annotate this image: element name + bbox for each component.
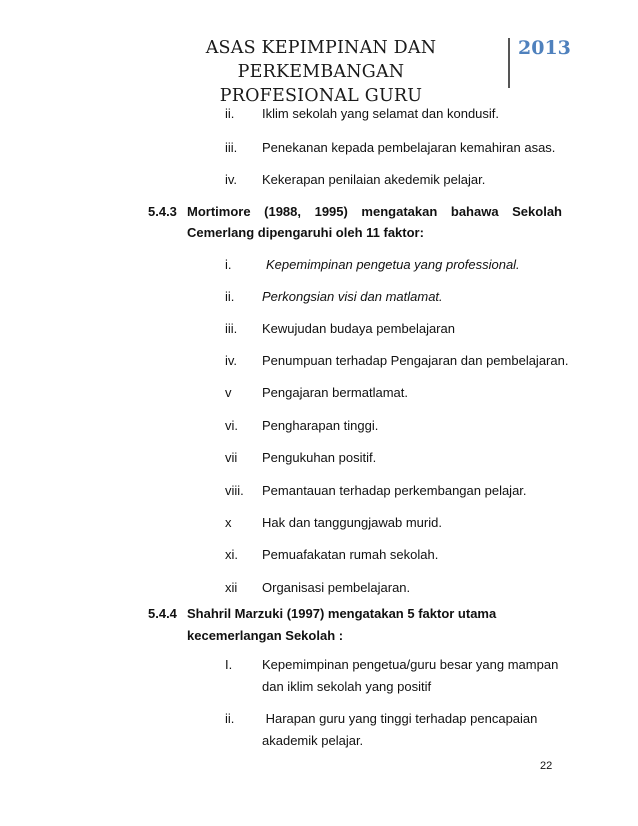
list-item-text: Pemantauan terhadap perkembangan pelajar.: [262, 483, 527, 498]
list-item-number: iii.: [225, 321, 238, 336]
section-number-543: 5.4.3: [148, 204, 177, 219]
list-item-number: v: [225, 385, 232, 400]
heading-word: Sekolah: [512, 204, 562, 219]
list-item-text: Kewujudan budaya pembelajaran: [262, 321, 455, 336]
list-item-text-cont: dan iklim sekolah yang positif: [262, 679, 432, 694]
page-number: 22: [540, 760, 553, 772]
list-item-text: Hak dan tanggungjawab murid.: [262, 515, 442, 530]
list-item-number: I.: [225, 657, 233, 672]
list-item-number: ii.: [225, 289, 235, 304]
list-item-number: i.: [225, 257, 232, 272]
list-item-text: Kekerapan penilaian akedemik pelajar.: [262, 172, 486, 187]
list-item-text: Harapan guru yang tinggi terhadap pencapaian: [262, 711, 538, 726]
list-item-text: Iklim sekolah yang selamat dan kondusif.: [262, 106, 500, 121]
list-item-text-cont: akademik pelajar.: [262, 733, 364, 748]
header-title: [140, 36, 502, 108]
list-item-number: ii.: [225, 711, 235, 726]
header-year: 2013: [518, 37, 571, 59]
list-item-text: Organisasi pembelajaran.: [262, 580, 411, 595]
page-header: [140, 36, 571, 106]
list-item-number: vii: [225, 450, 238, 465]
list-item-text: Pengukuhan positif.: [262, 450, 377, 465]
list-item-number: iii.: [225, 140, 238, 155]
list-item-number: x: [225, 515, 232, 530]
list-item-text: Pengajaran bermatlamat.: [262, 385, 408, 400]
list-item-number: ii.: [225, 106, 235, 121]
heading-word: bahawa: [450, 204, 499, 219]
list-item-number: iv.: [225, 353, 238, 368]
header-title-line1: ASAS KEPIMPINAN DAN PERKEMBANGAN: [205, 38, 437, 82]
list-item-number: viii.: [225, 483, 244, 498]
list-item-text: Kepemimpinan pengetua yang professional.: [266, 257, 520, 272]
list-item-text: Kepemimpinan pengetua/guru besar yang mampan: [262, 657, 559, 672]
section-543-heading-line2: Cemerlang dipengaruhi oleh 11 faktor:: [187, 225, 424, 240]
list-item-text: Pengharapan tinggi.: [262, 418, 379, 433]
list-item-text: Penekanan kepada pembelajaran kemahiran asas.: [262, 140, 556, 155]
list-item-number: xi.: [225, 547, 238, 562]
heading-word: mengatakan: [361, 204, 438, 219]
section-number-544: 5.4.4: [148, 606, 177, 621]
list-item-number: xii: [225, 580, 238, 595]
list-item-text: Penumpuan terhadap Pengajaran dan pembelajaran.: [262, 353, 569, 368]
list-item-number: iv.: [225, 172, 238, 187]
section-544-heading-line1: Shahril Marzuki (1997) mengatakan 5 faktor utama: [187, 606, 497, 621]
list-item-text: Perkongsian visi dan matlamat.: [262, 289, 443, 304]
header-divider: [508, 38, 510, 88]
heading-word: 1995): [314, 204, 348, 219]
heading-word: Mortimore: [187, 204, 251, 219]
list-item-number: vi.: [225, 418, 238, 433]
list-item-text: Pemuafakatan rumah sekolah.: [262, 547, 439, 562]
section-544-heading-line2: kecemerlangan Sekolah :: [187, 628, 344, 643]
header-title-line2: PROFESIONAL GURU: [219, 86, 423, 106]
section-543-heading-line1: [187, 204, 562, 219]
heading-word: (1988,: [264, 204, 302, 219]
